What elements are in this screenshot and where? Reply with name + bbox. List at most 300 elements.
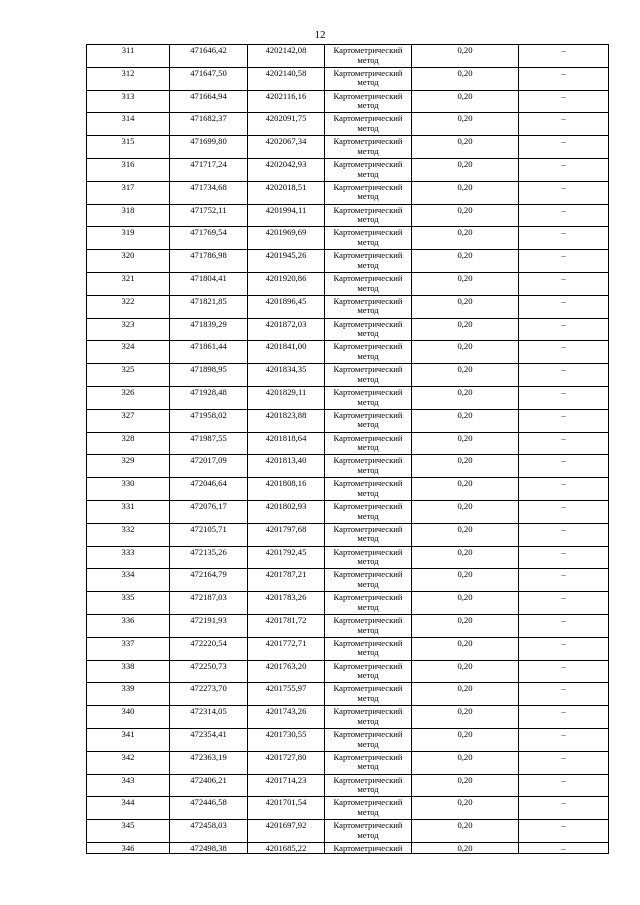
accuracy-cell (412, 592, 519, 615)
accuracy-cell (412, 318, 519, 341)
point-number-cell-text: 332 (121, 523, 135, 534)
note-cell (519, 614, 609, 637)
note-cell (519, 409, 609, 432)
table-row (87, 158, 609, 181)
x-coordinate-cell (170, 614, 248, 637)
x-coordinate-cell (170, 136, 248, 159)
x-coordinate-cell (170, 67, 248, 90)
coordinates-table (86, 44, 609, 854)
note-cell (519, 90, 609, 113)
point-number-cell-text: 318 (121, 204, 135, 215)
accuracy-cell (412, 67, 519, 90)
accuracy-cell-text: 0,20 (457, 181, 473, 192)
x-coordinate-cell-text: 471898,95 (190, 364, 227, 375)
accuracy-cell-text: 0,20 (457, 660, 473, 671)
point-number-cell-text: 327 (121, 409, 135, 420)
note-cell-text: – (561, 45, 566, 55)
method-cell (325, 820, 412, 843)
accuracy-cell (412, 637, 519, 660)
table-row (87, 660, 609, 683)
note-cell-text: – (561, 341, 566, 352)
note-cell (519, 136, 609, 159)
note-cell (519, 751, 609, 774)
accuracy-cell-text: 0,20 (457, 158, 473, 169)
table-row (87, 386, 609, 409)
accuracy-cell-text: 0,20 (457, 614, 473, 625)
x-coordinate-cell-text: 472187,03 (190, 592, 227, 603)
x-coordinate-cell-text: 471987,55 (190, 432, 227, 443)
x-coordinate-cell (170, 341, 248, 364)
accuracy-cell-text: 0,20 (457, 272, 473, 283)
y-coordinate-cell (248, 614, 325, 637)
note-cell-text: – (561, 204, 566, 215)
y-coordinate-cell (248, 523, 325, 546)
point-number-cell (87, 614, 170, 637)
method-cell-text: Картометрический метод (333, 592, 403, 612)
x-coordinate-cell (170, 500, 248, 523)
note-cell-text: – (561, 751, 566, 762)
accuracy-cell-text: 0,20 (457, 523, 473, 534)
method-cell (325, 409, 412, 432)
method-cell-text: Картометрический метод (333, 500, 403, 521)
x-coordinate-cell (170, 227, 248, 250)
method-cell (325, 318, 412, 341)
x-coordinate-cell (170, 569, 248, 592)
y-coordinate-cell-text: 4201743,26 (265, 706, 307, 717)
method-cell (325, 341, 412, 364)
y-coordinate-cell (248, 637, 325, 660)
note-cell (519, 500, 609, 523)
point-number-cell (87, 227, 170, 250)
point-number-cell-text: 314 (121, 113, 135, 124)
x-coordinate-cell (170, 660, 248, 683)
y-coordinate-cell (248, 797, 325, 820)
table-row (87, 478, 609, 501)
accuracy-cell (412, 158, 519, 181)
note-cell-text: – (561, 113, 566, 124)
method-cell (325, 158, 412, 181)
note-cell (519, 728, 609, 751)
point-number-cell-text: 319 (121, 227, 135, 238)
x-coordinate-cell-text: 471699,80 (190, 136, 227, 147)
accuracy-cell-text: 0,20 (457, 386, 473, 397)
y-coordinate-cell (248, 181, 325, 204)
note-cell (519, 45, 609, 68)
method-cell (325, 45, 412, 68)
note-cell-text: – (561, 250, 566, 261)
method-cell-text: Картометрический метод (333, 569, 403, 589)
note-cell-text: – (561, 227, 566, 238)
accuracy-cell (412, 842, 519, 854)
point-number-cell (87, 592, 170, 615)
method-cell (325, 364, 412, 387)
y-coordinate-cell-text: 4201763,20 (265, 660, 307, 671)
note-cell (519, 592, 609, 615)
x-coordinate-cell (170, 683, 248, 706)
table-row (87, 774, 609, 797)
accuracy-cell (412, 455, 519, 478)
y-coordinate-cell-text: 4202042,93 (265, 158, 307, 169)
note-cell (519, 318, 609, 341)
x-coordinate-cell-text: 472105,71 (190, 523, 227, 534)
x-coordinate-cell-text: 472164,79 (190, 569, 227, 580)
accuracy-cell-text: 0,20 (457, 67, 473, 78)
x-coordinate-cell (170, 820, 248, 843)
point-number-cell-text: 321 (121, 272, 135, 283)
note-cell (519, 386, 609, 409)
y-coordinate-cell-text: 4201896,45 (265, 295, 307, 306)
y-coordinate-cell (248, 409, 325, 432)
y-coordinate-cell (248, 227, 325, 250)
accuracy-cell (412, 797, 519, 820)
point-number-cell (87, 90, 170, 113)
note-cell (519, 250, 609, 273)
y-coordinate-cell (248, 250, 325, 273)
note-cell-text: – (561, 683, 566, 694)
note-cell-text: – (561, 774, 566, 785)
y-coordinate-cell (248, 295, 325, 318)
table-row (87, 797, 609, 820)
x-coordinate-cell-text: 472273,70 (190, 683, 227, 694)
x-coordinate-cell (170, 45, 248, 68)
method-cell (325, 67, 412, 90)
point-number-cell-text: 334 (121, 569, 135, 580)
accuracy-cell-text: 0,20 (457, 250, 473, 261)
accuracy-cell (412, 820, 519, 843)
x-coordinate-cell-text: 471682,37 (190, 113, 227, 124)
note-cell (519, 637, 609, 660)
note-cell-text: – (561, 706, 566, 717)
y-coordinate-cell (248, 455, 325, 478)
accuracy-cell (412, 660, 519, 683)
note-cell-text: – (561, 158, 566, 169)
table-row (87, 181, 609, 204)
note-cell-text: – (561, 364, 566, 375)
table-row (87, 67, 609, 90)
x-coordinate-cell (170, 386, 248, 409)
y-coordinate-cell (248, 546, 325, 569)
method-cell-text: Картометрический метод (333, 158, 403, 179)
point-number-cell (87, 455, 170, 478)
x-coordinate-cell-text: 471647,50 (190, 67, 227, 78)
accuracy-cell (412, 569, 519, 592)
method-cell-text: Картометрический метод (333, 546, 403, 567)
note-cell-text: – (561, 842, 566, 853)
method-cell-text: Картометрический метод (333, 409, 403, 430)
accuracy-cell-text: 0,20 (457, 751, 473, 762)
x-coordinate-cell-text: 471839,29 (190, 318, 227, 329)
x-coordinate-cell (170, 204, 248, 227)
coordinates-table-body (87, 45, 609, 854)
method-cell (325, 272, 412, 295)
note-cell (519, 432, 609, 455)
y-coordinate-cell-text: 4201834,35 (265, 364, 307, 375)
note-cell-text: – (561, 728, 566, 739)
y-coordinate-cell (248, 386, 325, 409)
point-number-cell (87, 660, 170, 683)
method-cell-text: Картометрический метод (333, 637, 403, 658)
method-cell (325, 455, 412, 478)
method-cell-text: Картометрический метод (333, 136, 403, 156)
y-coordinate-cell-text: 4201685,22 (265, 842, 307, 853)
point-number-cell-text: 340 (121, 706, 135, 717)
point-number-cell-text: 324 (121, 341, 135, 352)
method-cell-text: Картометрический метод (333, 455, 403, 475)
x-coordinate-cell (170, 272, 248, 295)
y-coordinate-cell (248, 113, 325, 136)
method-cell (325, 90, 412, 113)
table-row (87, 683, 609, 706)
method-cell (325, 637, 412, 660)
accuracy-cell-text: 0,20 (457, 90, 473, 101)
table-row (87, 204, 609, 227)
method-cell (325, 614, 412, 637)
table-row (87, 728, 609, 751)
method-cell (325, 592, 412, 615)
table-row (87, 523, 609, 546)
table-row (87, 592, 609, 615)
method-cell (325, 113, 412, 136)
y-coordinate-cell-text: 4201813,40 (265, 455, 307, 466)
note-cell (519, 455, 609, 478)
method-cell (325, 842, 412, 854)
point-number-cell-text: 338 (121, 660, 135, 671)
y-coordinate-cell (248, 820, 325, 843)
y-coordinate-cell (248, 592, 325, 615)
accuracy-cell-text: 0,20 (457, 295, 473, 306)
point-number-cell-text: 335 (121, 592, 135, 603)
note-cell (519, 295, 609, 318)
y-coordinate-cell (248, 158, 325, 181)
point-number-cell-text: 326 (121, 386, 135, 397)
accuracy-cell-text: 0,20 (457, 706, 473, 717)
table-row (87, 614, 609, 637)
point-number-cell-text: 312 (121, 67, 135, 78)
accuracy-cell-text: 0,20 (457, 592, 473, 603)
point-number-cell (87, 318, 170, 341)
y-coordinate-cell (248, 45, 325, 68)
x-coordinate-cell (170, 455, 248, 478)
x-coordinate-cell (170, 637, 248, 660)
accuracy-cell (412, 204, 519, 227)
table-row (87, 569, 609, 592)
method-cell-text: Картометрический метод (333, 751, 403, 772)
point-number-cell-text: 322 (121, 295, 135, 306)
point-number-cell (87, 842, 170, 854)
point-number-cell-text: 329 (121, 455, 135, 466)
point-number-cell-text: 316 (121, 158, 135, 169)
method-cell-text: Картометрический (333, 842, 403, 853)
x-coordinate-cell-text: 472046,64 (190, 478, 227, 489)
note-cell (519, 523, 609, 546)
x-coordinate-cell-text: 472191,93 (190, 614, 227, 625)
accuracy-cell-text: 0,20 (457, 45, 473, 55)
x-coordinate-cell-text: 472354,41 (190, 728, 227, 739)
x-coordinate-cell (170, 295, 248, 318)
y-coordinate-cell (248, 569, 325, 592)
note-cell-text: – (561, 295, 566, 306)
method-cell-text: Картометрический метод (333, 432, 403, 453)
method-cell (325, 706, 412, 729)
method-cell (325, 386, 412, 409)
method-cell (325, 432, 412, 455)
note-cell (519, 364, 609, 387)
y-coordinate-cell (248, 774, 325, 797)
point-number-cell-text: 345 (121, 820, 135, 831)
x-coordinate-cell (170, 409, 248, 432)
note-cell (519, 820, 609, 843)
note-cell-text: – (561, 432, 566, 443)
point-number-cell-text: 344 (121, 797, 135, 808)
method-cell-text: Картометрический метод (333, 67, 403, 88)
point-number-cell (87, 706, 170, 729)
method-cell-text: Картометрический метод (333, 614, 403, 635)
table-row (87, 45, 609, 68)
method-cell (325, 136, 412, 159)
accuracy-cell-text: 0,20 (457, 409, 473, 420)
method-cell-text: Картометрический метод (333, 364, 403, 384)
point-number-cell-text: 342 (121, 751, 135, 762)
note-cell (519, 683, 609, 706)
note-cell (519, 113, 609, 136)
y-coordinate-cell-text: 4201802,93 (265, 500, 307, 511)
x-coordinate-cell-text: 471804,41 (190, 272, 227, 283)
note-cell-text: – (561, 637, 566, 648)
table-row (87, 318, 609, 341)
x-coordinate-cell-text: 471664,94 (190, 90, 227, 101)
x-coordinate-cell (170, 250, 248, 273)
note-cell-text: – (561, 614, 566, 625)
note-cell (519, 158, 609, 181)
note-cell (519, 569, 609, 592)
y-coordinate-cell-text: 4202018,51 (265, 181, 307, 192)
y-coordinate-cell (248, 751, 325, 774)
accuracy-cell-text: 0,20 (457, 455, 473, 466)
y-coordinate-cell-text: 4202140,58 (265, 67, 307, 78)
accuracy-cell-text: 0,20 (457, 478, 473, 489)
point-number-cell (87, 546, 170, 569)
method-cell (325, 774, 412, 797)
y-coordinate-cell (248, 341, 325, 364)
method-cell-text: Картометрический метод (333, 295, 403, 316)
method-cell (325, 295, 412, 318)
x-coordinate-cell-text: 471734,68 (190, 181, 227, 192)
x-coordinate-cell (170, 432, 248, 455)
y-coordinate-cell (248, 842, 325, 854)
x-coordinate-cell (170, 523, 248, 546)
accuracy-cell-text: 0,20 (457, 797, 473, 808)
y-coordinate-cell (248, 272, 325, 295)
point-number-cell (87, 67, 170, 90)
table-row (87, 90, 609, 113)
accuracy-cell-text: 0,20 (457, 842, 473, 853)
table-row (87, 295, 609, 318)
accuracy-cell (412, 295, 519, 318)
accuracy-cell (412, 250, 519, 273)
point-number-cell-text: 313 (121, 90, 135, 101)
point-number-cell (87, 523, 170, 546)
y-coordinate-cell-text: 4202116,16 (265, 90, 307, 101)
accuracy-cell (412, 136, 519, 159)
point-number-cell (87, 113, 170, 136)
accuracy-cell (412, 409, 519, 432)
note-cell-text: – (561, 272, 566, 283)
y-coordinate-cell-text: 4201969,69 (265, 227, 307, 238)
method-cell (325, 569, 412, 592)
note-cell (519, 67, 609, 90)
note-cell-text: – (561, 455, 566, 466)
method-cell-text: Картометрический метод (333, 45, 403, 65)
x-coordinate-cell-text: 472446,58 (190, 797, 227, 808)
y-coordinate-cell-text: 4201755,97 (265, 683, 307, 694)
note-cell-text: – (561, 820, 566, 831)
y-coordinate-cell (248, 500, 325, 523)
accuracy-cell-text: 0,20 (457, 432, 473, 443)
note-cell (519, 478, 609, 501)
x-coordinate-cell (170, 728, 248, 751)
table-row (87, 364, 609, 387)
accuracy-cell (412, 227, 519, 250)
method-cell-text: Картометрический метод (333, 660, 403, 681)
y-coordinate-cell (248, 136, 325, 159)
accuracy-cell-text: 0,20 (457, 136, 473, 147)
y-coordinate-cell (248, 728, 325, 751)
x-coordinate-cell-text: 472498,38 (190, 842, 227, 853)
point-number-cell (87, 45, 170, 68)
point-number-cell (87, 341, 170, 364)
y-coordinate-cell-text: 4201701,54 (265, 797, 307, 808)
x-coordinate-cell-text: 471958,02 (190, 409, 227, 420)
point-number-cell (87, 409, 170, 432)
point-number-cell (87, 797, 170, 820)
accuracy-cell (412, 523, 519, 546)
y-coordinate-cell-text: 4201783,26 (265, 592, 307, 603)
point-number-cell-text: 328 (121, 432, 135, 443)
method-cell-text: Картометрический метод (333, 728, 403, 749)
page-number: 12 (314, 29, 326, 41)
y-coordinate-cell-text: 4201829,11 (265, 386, 307, 397)
x-coordinate-cell (170, 592, 248, 615)
point-number-cell-text: 323 (121, 318, 135, 329)
method-cell-text: Картометрический метод (333, 820, 403, 840)
method-cell (325, 797, 412, 820)
table-row (87, 250, 609, 273)
point-number-cell (87, 478, 170, 501)
x-coordinate-cell (170, 113, 248, 136)
y-coordinate-cell-text: 4201797,68 (265, 523, 307, 534)
point-number-cell-text: 317 (121, 181, 135, 192)
accuracy-cell (412, 706, 519, 729)
method-cell-text: Картометрический метод (333, 227, 403, 247)
x-coordinate-cell-text: 472135,26 (190, 546, 227, 557)
method-cell-text: Картометрический метод (333, 797, 403, 817)
note-cell (519, 546, 609, 569)
accuracy-cell (412, 751, 519, 774)
accuracy-cell (412, 728, 519, 751)
method-cell-text: Картометрический метод (333, 181, 403, 202)
y-coordinate-cell (248, 364, 325, 387)
point-number-cell-text: 320 (121, 250, 135, 261)
x-coordinate-cell-text: 472406,21 (190, 774, 227, 785)
point-number-cell (87, 272, 170, 295)
table-row (87, 751, 609, 774)
method-cell (325, 250, 412, 273)
note-cell (519, 341, 609, 364)
y-coordinate-cell-text: 4201781,72 (265, 614, 307, 625)
note-cell-text: – (561, 546, 566, 557)
point-number-cell (87, 728, 170, 751)
accuracy-cell-text: 0,20 (457, 728, 473, 739)
